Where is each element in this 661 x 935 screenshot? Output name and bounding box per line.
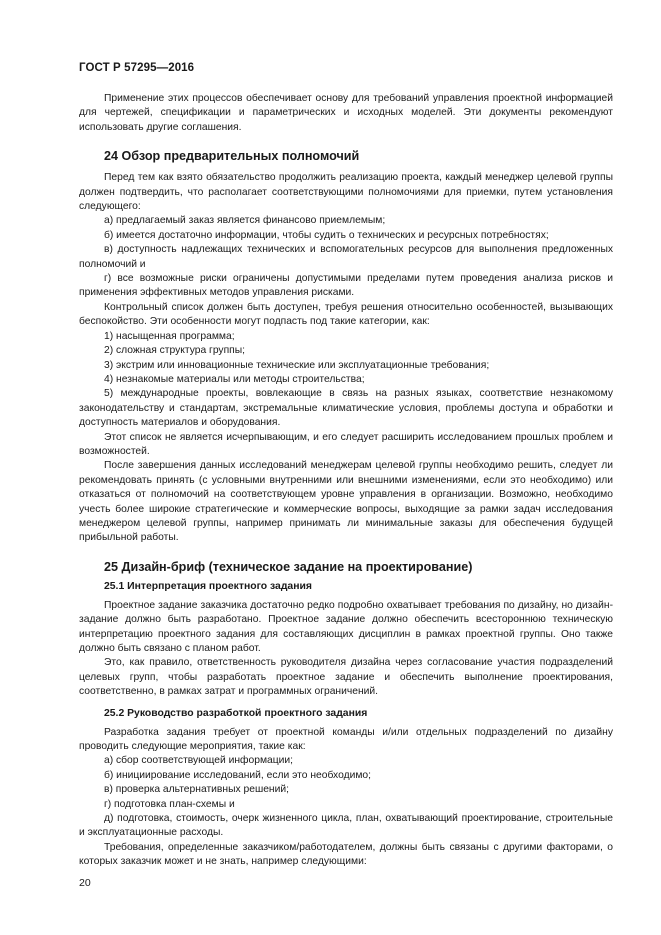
- paragraph: Проектное задание заказчика достаточно редко подробно охватывает требования по дизайну, но дизайн-задание должно быть разработано. Проектное задание должно обеспечить всестороннюю техническую интерпретацию проектного задания для составляющих дисциплин в рамках проектной группы. Оно также должно быть связано с планом работ.: [79, 599, 613, 654]
- document-header: ГОСТ Р 57295—2016: [79, 62, 195, 74]
- list-item: б) имеется достаточно информации, чтобы судить о технических и ресурсных потребностях;: [104, 229, 549, 241]
- intro-paragraph: Применение этих процессов обеспечивает основу для требований управления проектной информацией для чертежей, спецификации и параметрических и исходных моделей. Эти документы рекомендуют использовать другие соглашения.: [79, 93, 613, 133]
- paragraph: Перед тем как взято обязательство продолжить реализацию проекта, каждый менеджер целевой группы должен подтвердить, что располагает соответствующими полномочиями для приемки, путем установления следующего:: [79, 172, 613, 213]
- list-item: а) сбор соответствующей информации;: [104, 755, 294, 767]
- list-item: в) доступность надлежащих технических и вспомогательных ресурсов для выполнения предложенных полномочий и: [79, 244, 613, 270]
- list-item: г) подготовка план-схемы и: [104, 798, 235, 810]
- list-item: 2) сложная структура группы;: [104, 345, 245, 357]
- list-item: в) проверка альтернативных решений;: [104, 784, 289, 796]
- list-item: 5) международные проекты, вовлекающие в связь на разных языках, соответствие незнакомому законодательству и стандартам, экстремальные климатические условия, проблемы доступа и обработки и доступность материалов и оборудования.: [79, 388, 613, 429]
- paragraph: Требования, определенные заказчиком/работодателем, должны быть связаны с другими факторами, о которых заказчик может и не знать, например следующими:: [79, 841, 613, 868]
- section-24-heading: 24 Обзор предварительных полномочий: [104, 149, 360, 164]
- list-item: д) подготовка, стоимость, очерк жизненного цикла, план, охватывающий проектирование, строительные и эксплуатационные расходы.: [79, 813, 613, 839]
- list-item: г) все возможные риски ограничены допустимыми пределами путем проведения анализа рисков и применения эффективных методов управления рисками.: [79, 273, 613, 299]
- page-number: 20: [79, 877, 91, 889]
- paragraph: Контрольный список должен быть доступен, требуя решения относительно особенностей, вызывающих беспокойство. Эти особенности могут подпасть под такие категории, как:: [79, 301, 613, 328]
- subsection-25-2-heading: 25.2 Руководство разработкой проектного задания: [104, 707, 368, 719]
- subsection-25-1-heading: 25.1 Интерпретация проектного задания: [104, 580, 312, 592]
- paragraph: После завершения данных исследований менеджерам целевой группы необходимо решить, следует ли рекомендовать принять (с условными внутренними или внешними изменениями, если это необходимо) или отказаться от полномочий на соответствующем уровне управления в организации. Возможно, необходимо учесть более широкие стратегические и коммерческие вопросы, выходящие за рамки задач исследования менеджером целевой группы, например принимать ли минимальные заказы для обеспечения будущей прибыльной работы.: [79, 460, 613, 544]
- list-item: а) предлагаемый заказ является финансово приемлемым;: [104, 215, 386, 227]
- paragraph: Разработка задания требует от проектной команды и/или отдельных подразделений по дизайну проводить следующие мероприятия, такие как:: [79, 726, 613, 753]
- section-25-heading: 25 Дизайн-бриф (техническое задание на проектирование): [104, 559, 473, 574]
- page-content: [79, 92, 613, 870]
- list-item: 1) насыщенная программа;: [104, 330, 235, 342]
- paragraph: Этот список не является исчерпывающим, и его следует расширить исследованием прошлых проблем и возможностей.: [79, 431, 613, 457]
- paragraph: Это, как правило, ответственность руководителя дизайна через согласование участия подразделений целевых групп, чтобы разработать проектное задание и обеспечить выполнение проектирования, соответственно, в рамках затрат и программных ограничений.: [79, 657, 613, 698]
- list-item: б) инициирование исследований, если это необходимо;: [104, 769, 371, 781]
- list-item: 3) экстрим или инновационные технические или эксплуатационные требования;: [104, 359, 490, 371]
- list-item: 4) незнакомые материалы или методы строительства;: [104, 373, 365, 385]
